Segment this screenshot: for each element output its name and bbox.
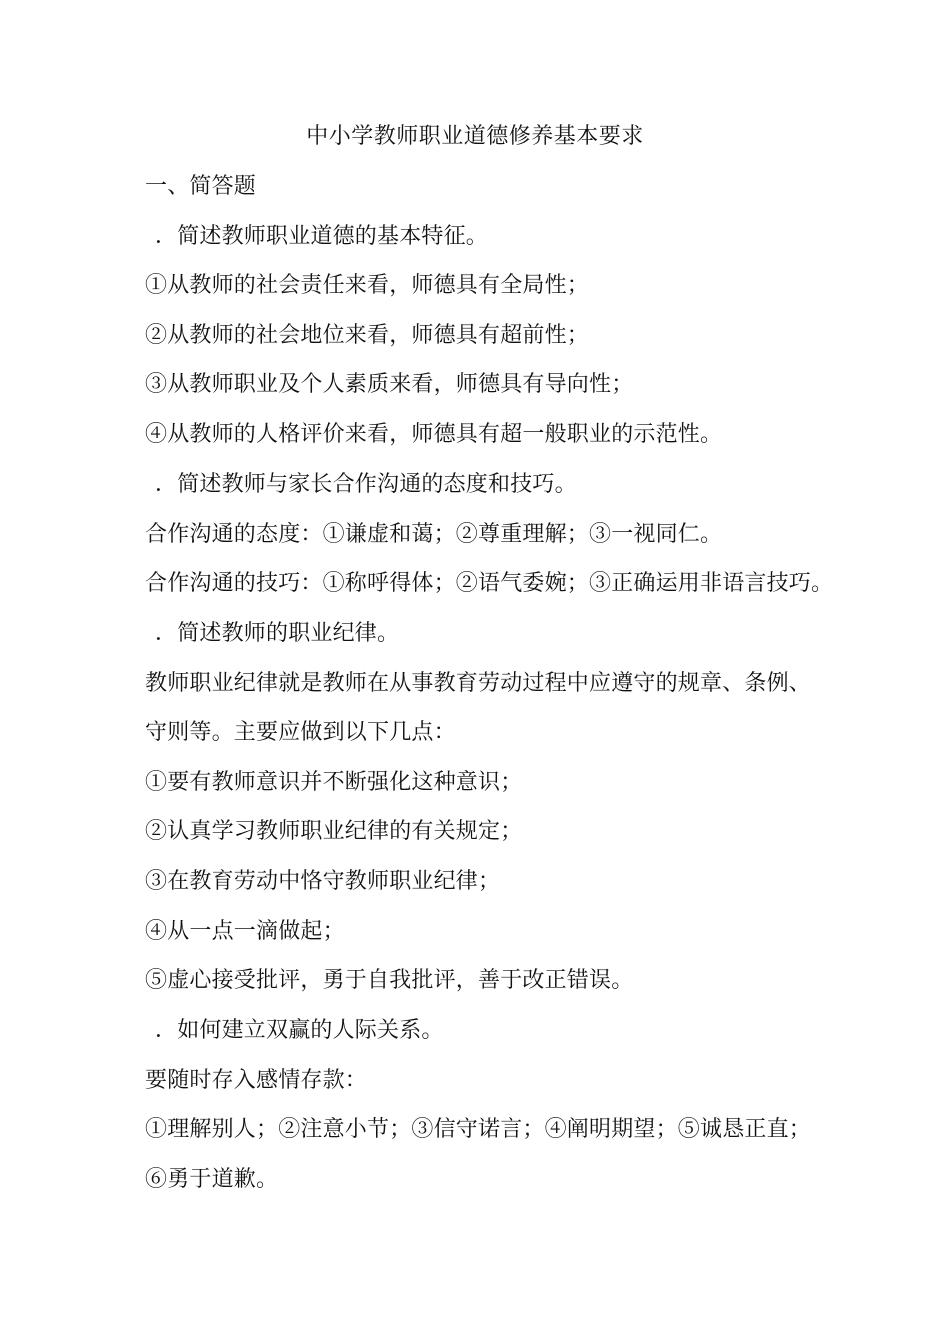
- answer-1-3: ③从教师职业及个人素质来看，师德具有导向性；: [145, 372, 634, 397]
- question-3: ．简述教师的职业纪律。: [155, 621, 400, 646]
- answer-3-6: ④从一点一滴做起；: [145, 919, 345, 944]
- answer-1-1: ①从教师的社会责任来看，师德具有全局性；: [145, 273, 590, 298]
- answer-4-2: ①理解别人；②注意小节；③信守诺言；④阐明期望；⑤诚恳正直；: [145, 1117, 812, 1142]
- answer-3-1: 教师职业纪律就是教师在从事教育劳动过程中应遵守的规章、条例、: [145, 671, 812, 696]
- question-4: ．如何建立双赢的人际关系。: [155, 1018, 444, 1043]
- answer-1-4: ④从教师的人格评价来看，师德具有超一般职业的示范性。: [145, 422, 723, 447]
- section-heading: 一、简答题: [145, 174, 257, 199]
- answer-3-7: ⑤虚心接受批评，勇于自我批评，善于改正错误。: [145, 968, 634, 993]
- answer-1-2: ②从教师的社会地位来看，师德具有超前性；: [145, 323, 590, 348]
- answer-2-1: 合作沟通的态度：①谦虚和蔼；②尊重理解；③一视同仁。: [145, 522, 723, 547]
- answer-3-4: ②认真学习教师职业纪律的有关规定；: [145, 819, 523, 844]
- question-1: ．简述教师职业道德的基本特征。: [155, 224, 489, 249]
- answer-4-3: ⑥勇于道歉。: [145, 1167, 279, 1192]
- answer-3-2: 守则等。主要应做到以下几点：: [145, 720, 456, 745]
- question-2: ．简述教师与家长合作沟通的态度和技巧。: [155, 472, 577, 497]
- answer-3-3: ①要有教师意识并不断强化这种意识；: [145, 770, 523, 795]
- answer-4-1: 要随时存入感情存款：: [145, 1068, 368, 1093]
- answer-2-2: 合作沟通的技巧：①称呼得体；②语气委婉；③正确运用非语言技巧。: [145, 571, 834, 596]
- document-title: 中小学教师职业道德修养基本要求: [306, 124, 644, 149]
- answer-3-5: ③在教育劳动中恪守教师职业纪律；: [145, 869, 501, 894]
